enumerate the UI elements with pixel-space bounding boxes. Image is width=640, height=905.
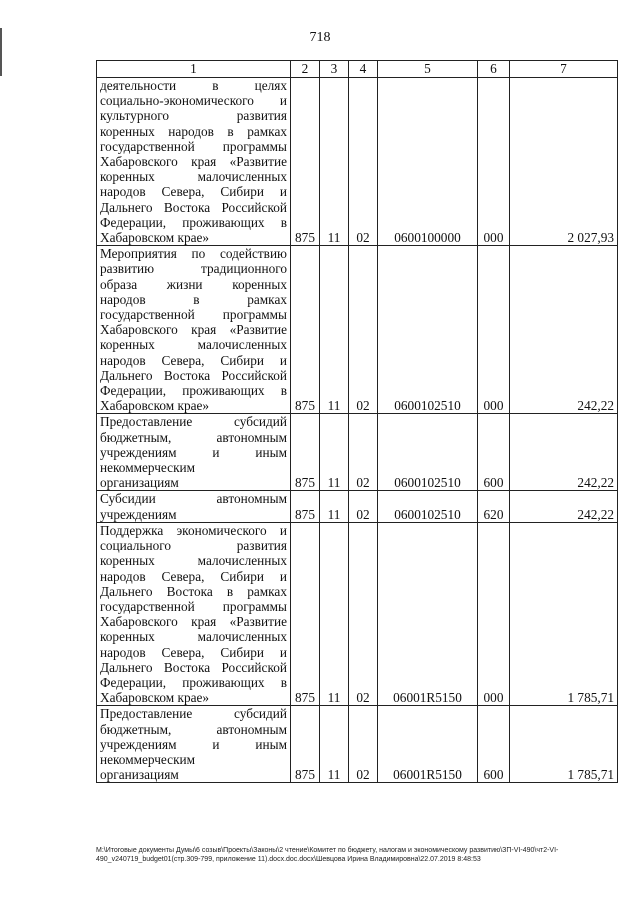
row-name-line: Федерации, проживающих в	[100, 383, 287, 399]
row-name-cell	[97, 78, 291, 246]
ministry-code-cell: 875	[291, 706, 320, 783]
subsection-code-cell: 02	[349, 706, 378, 783]
footer-line-2: 490_v240719_budget01(стр.309-799, приложение 11).docx.doc.docx\Шевцова Ирина Владимировна\22.07.2019 8:48:53	[96, 856, 481, 863]
row-name-line: Федерации, проживающих в	[100, 674, 287, 690]
page-number: 718	[309, 30, 331, 45]
ministry-code-cell: 875	[291, 414, 320, 491]
section-code-cell: 11	[320, 78, 349, 246]
row-name-line: учреждениям и иным	[100, 736, 287, 752]
amount-cell: 242,22	[510, 414, 618, 491]
section-code-cell: 11	[320, 491, 349, 522]
target-article-cell: 06001R5150	[378, 522, 478, 705]
row-name-line: некоммерческим	[100, 460, 196, 476]
row-name-line: Хабаровского края «Развитие	[100, 154, 287, 170]
budget-table	[96, 60, 618, 783]
column-header: 2	[291, 61, 320, 78]
row-name-line: деятельности в целях	[100, 78, 287, 93]
column-header: 1	[97, 61, 291, 78]
row-name-cell	[97, 491, 291, 522]
row-name-line: Хабаровского края «Развитие	[100, 614, 287, 630]
document-path-footer	[96, 846, 617, 864]
row-name-line: государственной программы	[100, 138, 287, 154]
table-header-row	[97, 61, 618, 78]
row-name-line: учреждениям и иным	[100, 444, 287, 460]
column-header: 3	[320, 61, 349, 78]
row-name-line: организациям	[100, 767, 179, 783]
row-name-line: культурного развития	[100, 108, 287, 124]
row-name-cell	[97, 706, 291, 783]
target-article-cell: 0600102510	[378, 246, 478, 414]
ministry-code-cell: 875	[291, 491, 320, 522]
amount-cell: 1 785,71	[510, 706, 618, 783]
row-name-line: государственной программы	[100, 307, 287, 323]
subsection-code-cell: 02	[349, 78, 378, 246]
target-article-cell: 06001R5150	[378, 706, 478, 783]
amount-cell: 2 027,93	[510, 78, 618, 246]
row-name-line: Субсидии автономным	[100, 491, 287, 507]
row-name-line: бюджетным, автономным	[100, 429, 287, 445]
target-article-cell: 0600102510	[378, 491, 478, 522]
ministry-code-cell: 875	[291, 78, 320, 246]
expense-type-cell: 000	[478, 78, 510, 246]
row-name-line: некоммерческим	[100, 751, 196, 767]
row-name-line: народов Севера, Сибири и	[100, 352, 287, 368]
table-row	[97, 246, 618, 414]
table-row	[97, 414, 618, 491]
row-name-line: Предоставление субсидий	[100, 414, 287, 430]
row-name-line: Хабаровском крае»	[100, 690, 210, 706]
row-name-line: Дальнего Востока в рамках	[100, 583, 287, 599]
row-name-line: развитию традиционного	[100, 261, 287, 277]
row-name-line: народов в рамках	[100, 291, 287, 307]
subsection-code-cell: 02	[349, 246, 378, 414]
expense-type-cell: 600	[478, 706, 510, 783]
expense-type-cell: 620	[478, 491, 510, 522]
row-name-line: народов Севера, Сибири и	[100, 568, 287, 584]
expense-type-cell: 000	[478, 522, 510, 705]
row-name-line: Дальнего Востока Российской	[100, 199, 287, 215]
ministry-code-cell: 875	[291, 246, 320, 414]
section-code-cell: 11	[320, 414, 349, 491]
amount-cell: 1 785,71	[510, 522, 618, 705]
row-name-line: учреждениям	[100, 506, 177, 522]
row-name-line: коренных малочисленных	[100, 337, 287, 353]
row-name-line: коренных малочисленных	[100, 629, 287, 645]
row-name-line: Хабаровском крае»	[100, 230, 210, 246]
row-name-line: Дальнего Востока Российской	[100, 659, 287, 675]
row-name-line: Мероприятия по содействию	[100, 246, 287, 262]
row-name-line: народов Севера, Сибири и	[100, 644, 287, 660]
row-name-line: образа жизни коренных	[100, 276, 287, 292]
row-name-cell	[97, 522, 291, 705]
footer-line-1: М:\Итоговые документы Думы\6 созыв\Проекты\Законы\2 чтение\Комитет по бюджету, налогам и экономическому развитию\ЗП-VI-490\чт2-VI-	[96, 847, 559, 854]
subsection-code-cell: 02	[349, 522, 378, 705]
row-name-line: коренных народов в рамках	[100, 123, 287, 139]
row-name-line: коренных малочисленных	[100, 169, 287, 185]
target-article-cell: 0600102510	[378, 414, 478, 491]
row-name-line: Хабаровского края «Развитие	[100, 322, 287, 338]
ministry-code-cell: 875	[291, 522, 320, 705]
table-row	[97, 78, 618, 246]
row-name-line: Федерации, проживающих в	[100, 214, 287, 230]
column-header: 5	[378, 61, 478, 78]
table-row	[97, 706, 618, 783]
section-code-cell: 11	[320, 246, 349, 414]
row-name-line: Хабаровском крае»	[100, 398, 210, 414]
row-name-line: бюджетным, автономным	[100, 721, 287, 737]
row-name-line: Дальнего Востока Российской	[100, 367, 287, 383]
row-name-cell	[97, 246, 291, 414]
row-name-line: народов Севера, Сибири и	[100, 184, 287, 200]
column-header: 4	[349, 61, 378, 78]
section-code-cell: 11	[320, 706, 349, 783]
section-code-cell: 11	[320, 522, 349, 705]
row-name-line: социально-экономического и	[100, 93, 287, 109]
table-row	[97, 491, 618, 522]
column-header: 7	[510, 61, 618, 78]
amount-cell: 242,22	[510, 246, 618, 414]
row-name-cell	[97, 414, 291, 491]
amount-cell: 242,22	[510, 491, 618, 522]
row-name-line: коренных малочисленных	[100, 553, 287, 569]
row-name-line: социального развития	[100, 538, 287, 554]
row-name-line: государственной программы	[100, 598, 287, 614]
subsection-code-cell: 02	[349, 414, 378, 491]
target-article-cell: 0600100000	[378, 78, 478, 246]
table-row	[97, 522, 618, 705]
subsection-code-cell: 02	[349, 491, 378, 522]
column-header: 6	[478, 61, 510, 78]
row-name-line: организациям	[100, 475, 179, 491]
row-name-line: Предоставление субсидий	[100, 706, 287, 722]
expense-type-cell: 000	[478, 246, 510, 414]
row-name-line: Поддержка экономического и	[100, 522, 287, 538]
expense-type-cell: 600	[478, 414, 510, 491]
